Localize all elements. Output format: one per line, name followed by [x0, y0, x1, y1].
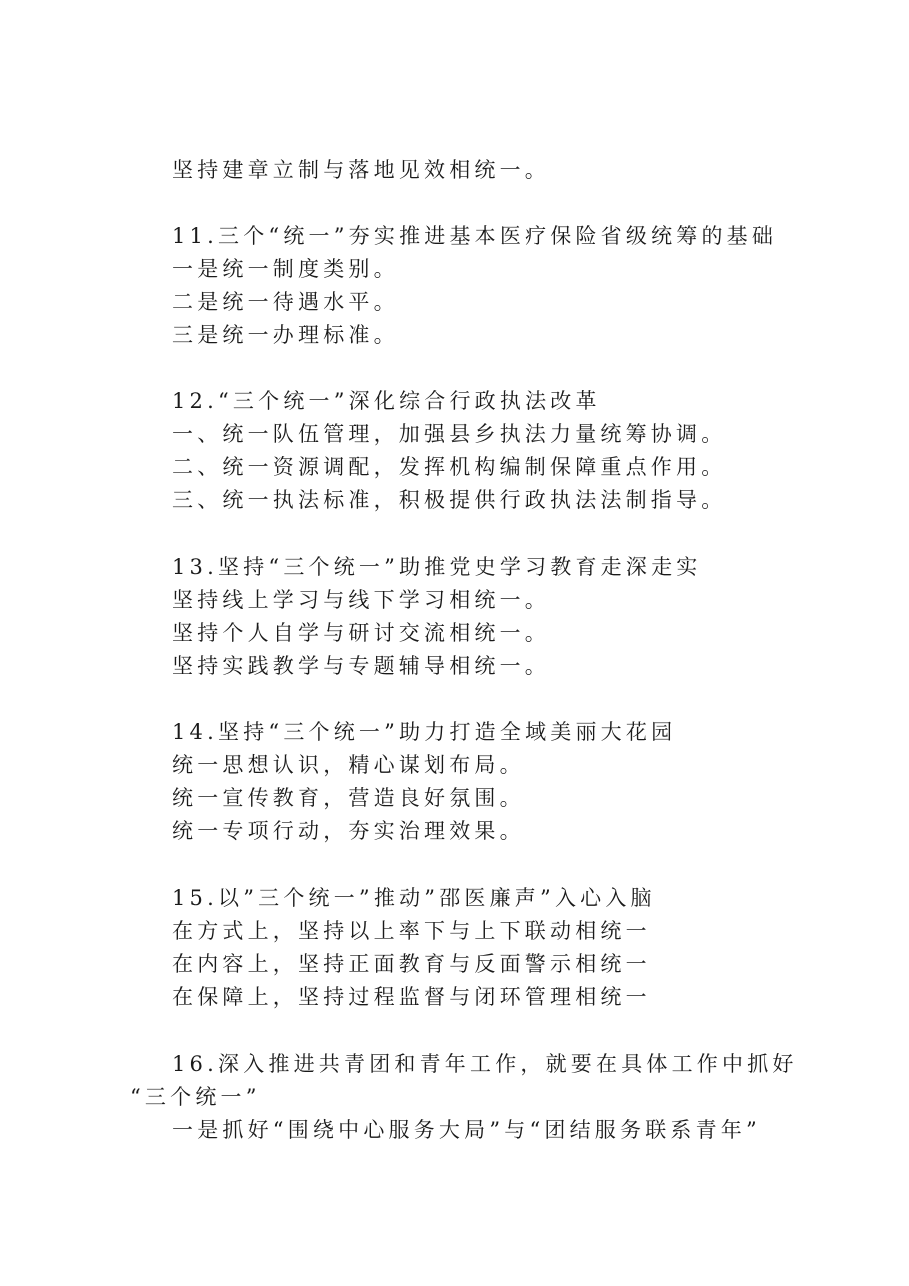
- heading-16-continued: “三个统一”: [130, 1085, 261, 1109]
- item-11-3: 三是统一办理标准。: [172, 323, 399, 347]
- item-13-3: 坚持实践教学与专题辅导相统一。: [172, 654, 550, 678]
- heading-14: 14.坚持“三个统一”助力打造全域美丽大花园: [172, 720, 677, 744]
- item-11-2: 二是统一待遇水平。: [172, 290, 399, 314]
- item-15-3: 在保障上，坚持过程监督与闭环管理相统一: [172, 985, 651, 1009]
- item-15-1: 在方式上，坚持以上率下与上下联动相统一: [172, 919, 651, 943]
- item-12-2: 二、统一资源调配，发挥机构编制保障重点作用。: [172, 455, 727, 479]
- text-line-closing: 坚持建章立制与落地见效相统一。: [172, 158, 550, 182]
- heading-12: 12.“三个统一”深化综合行政执法改革: [172, 389, 601, 413]
- item-14-3: 统一专项行动，夯实治理效果。: [172, 819, 525, 843]
- heading-13: 13.坚持“三个统一”助推党史学习教育走深走实: [172, 555, 702, 579]
- item-14-2: 统一宣传教育，营造良好氛围。: [172, 786, 525, 810]
- item-12-3: 三、统一执法标准，积极提供行政执法法制指导。: [172, 488, 727, 512]
- item-16-1: 一是抓好“围绕中心服务大局”与“团结服务联系青年”: [172, 1118, 761, 1142]
- heading-16: 16.深入推进共青团和青年工作，就要在具体工作中抓好: [172, 1052, 798, 1076]
- heading-11: 11.三个“统一”夯实推进基本医疗保险省级统筹的基础: [172, 224, 778, 248]
- item-13-2: 坚持个人自学与研讨交流相统一。: [172, 621, 550, 645]
- item-13-1: 坚持线上学习与线下学习相统一。: [172, 588, 550, 612]
- heading-15: 15.以”三个统一”推动”邵医廉声”入心入脑: [172, 886, 656, 910]
- item-12-1: 一、统一队伍管理，加强县乡执法力量统筹协调。: [172, 422, 727, 446]
- item-14-1: 统一思想认识，精心谋划布局。: [172, 753, 525, 777]
- item-11-1: 一是统一制度类别。: [172, 257, 399, 281]
- item-15-2: 在内容上，坚持正面教育与反面警示相统一: [172, 952, 651, 976]
